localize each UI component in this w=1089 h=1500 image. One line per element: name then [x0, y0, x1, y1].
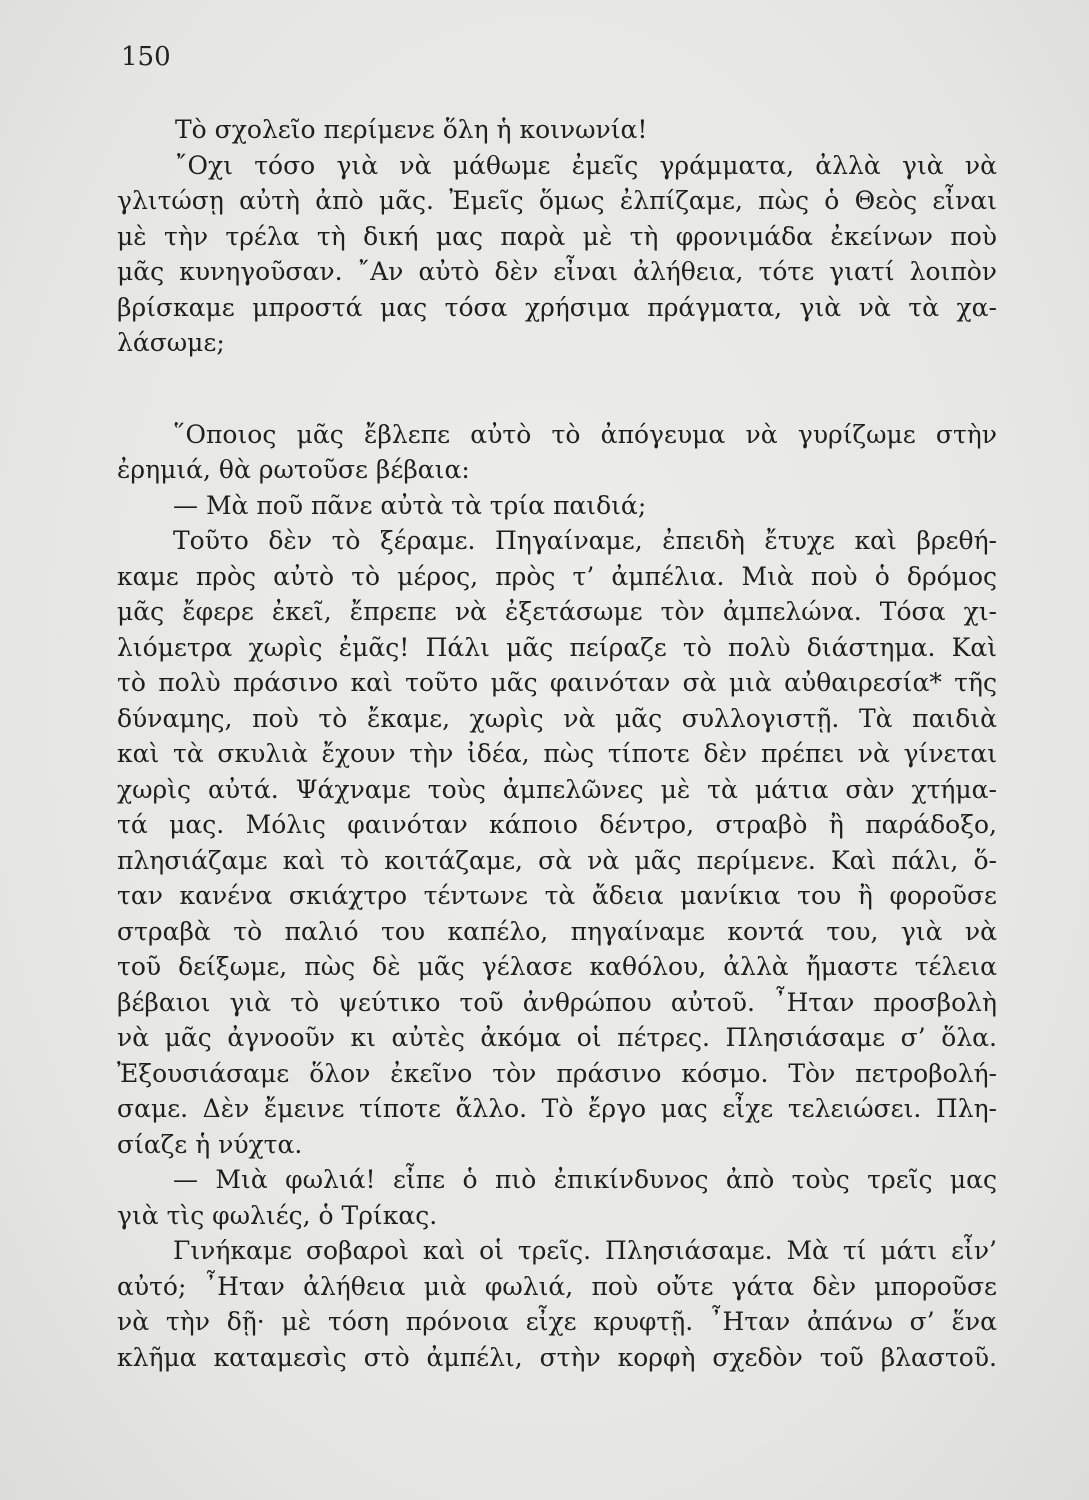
text-line: στραβὰ τὸ παλιό του καπέλο, πηγαίναμε κοντά του, γιὰ νὰ: [117, 916, 997, 946]
paragraph-2: [117, 417, 997, 1376]
body-text: [117, 112, 997, 1375]
text-line: πλησιάζαμε καὶ τὸ κοιτάζαμε, σὰ νὰ μᾶς περίμενε. Καὶ πάλι, ὅ-: [117, 845, 997, 875]
text-line: μᾶς ἔφερε ἐκεῖ, ἔπρεπε νὰ ἐξετάσωμε τὸν ἀμπελώνα. Τόσα χι-: [117, 597, 997, 626]
text-line: καμε πρὸς αὐτὸ τὸ μέρος, πρὸς τ’ ἀμπέλια. Μιὰ ποὺ ὁ δρόμος: [117, 561, 997, 591]
text-line: αὐτό; ῏Ηταν ἀλήθεια μιὰ φωλιά, ποὺ οὔτε γάτα δὲν μποροῦσε: [117, 1271, 997, 1301]
paragraph-1: [117, 112, 997, 361]
text-line: Τὸ σχολεῖο περίμενε ὅλη ἡ κοινωνία!: [175, 115, 648, 144]
text-line: τὸ πολὺ πράσινο καὶ τοῦτο μᾶς φαινόταν σὰ μιὰ αὐθαιρεσία* τῆς: [117, 668, 997, 697]
text-line: γιὰ τὶς φωλιές, ὁ Τρίκας.: [117, 1200, 438, 1230]
text-line: μᾶς κυνηγοῦσαν. ῎Αν αὐτὸ δὲν εἶναι ἀλήθεια, τότε γιατί λοιπὸν: [117, 257, 997, 286]
text-line: ῎Οχι τόσο γιὰ νὰ μάθωμε ἐμεῖς γράμματα, ἀλλὰ γιὰ νὰ: [175, 150, 997, 180]
text-line: Γινήκαμε σοβαροὶ καὶ οἱ τρεῖς. Πλησιάσαμε. Μὰ τί μάτι εἶν’: [173, 1236, 997, 1265]
paragraph-gap: [117, 361, 997, 417]
text-line: γλιτώσῃ αὐτὴ ἀπὸ μᾶς. Ἐμεῖς ὅμως ἐλπίζαμε, πὼς ὁ Θεὸς εἶναι: [117, 186, 997, 215]
text-line: λιόμετρα χωρὶς ἐμᾶς! Πάλι μᾶς πείραζε τὸ πολὺ διάστημα. Καὶ: [117, 632, 997, 662]
text-line: σαμε. Δὲν ἔμεινε τίποτε ἄλλο. Τὸ ἔργο μας εἶχε τελειώσει. Πλη-: [117, 1094, 997, 1123]
text-line: τά μας. Μόλις φαινόταν κάποιο δέντρο, στραβὸ ἢ παράδοξο,: [117, 810, 997, 839]
text-line: Ἐξουσιάσαμε ὅλον ἐκεῖνο τὸν πράσινο κόσμο. Τὸν πετροβολή-: [117, 1058, 997, 1088]
text-line: βέβαιοι γιὰ τὸ ψεύτικο τοῦ ἀνθρώπου αὐτοῦ. ῏Ηταν προσβολὴ: [117, 987, 997, 1017]
text-line: νὰ τὴν δῇ· μὲ τόση πρόνοια εἶχε κρυφτῇ. ῏Ηταν ἀπάνω σ’ ἕνα: [117, 1307, 997, 1336]
text-line: χωρὶς αὐτά. Ψάχναμε τοὺς ἀμπελῶνες μὲ τὰ μάτια σὰν χτήμα-: [117, 774, 997, 804]
text-line: ῞Οποιος μᾶς ἔβλεπε αὐτὸ τὸ ἀπόγευμα νὰ γυρίζωμε στὴν: [173, 419, 997, 449]
text-line: Τοῦτο δὲν τὸ ξέραμε. Πηγαίναμε, ἐπειδὴ ἔτυχε καὶ βρεθή-: [173, 526, 997, 555]
text-line: — Μὰ ποῦ πᾶνε αὐτὰ τὰ τρία παιδιά;: [173, 490, 647, 520]
text-line: λάσωμε;: [117, 328, 225, 357]
text-line: κλῆμα καταμεσὶς στὸ ἀμπέλι, στὴν κορφὴ σχεδὸν τοῦ βλαστοῦ.: [117, 1342, 997, 1372]
text-line: καὶ τὰ σκυλιὰ ἔχουν τὴν ἰδέα, πὼς τίποτε δὲν πρέπει νὰ γίνεται: [117, 739, 997, 768]
text-line: τοῦ δείξωμε, πὼς δὲ μᾶς γέλασε καθόλου, ἀλλὰ ἤμαστε τέλεια: [117, 952, 997, 981]
text-line: δύναμης, ποὺ τὸ ἔκαμε, χωρὶς νὰ μᾶς συλλογιστῇ. Τὰ παιδιὰ: [117, 703, 997, 733]
text-line: σίαζε ἡ νύχτα.: [117, 1129, 303, 1159]
text-line: μὲ τὴν τρέλα τὴ δική μας παρὰ μὲ τὴ φρονιμάδα ἐκείνων ποὺ: [117, 221, 997, 251]
text-line: νὰ μᾶς ἀγνοοῦν κι αὐτὲς ἀκόμα οἱ πέτρες. Πλησιάσαμε σ’ ὅλα.: [117, 1023, 997, 1052]
text-line: βρίσκαμε μπροστά μας τόσα χρήσιμα πράγματα, γιὰ νὰ τὰ χα-: [117, 292, 997, 322]
text-line: ἐρημιά, θὰ ρωτοῦσε βέβαια:: [117, 455, 470, 484]
text-line: ταν κανένα σκιάχτρο τέντωνε τὰ ἄδεια μανίκια του ἢ φοροῦσε: [117, 881, 997, 910]
text-line: — Μιὰ φωλιά! εἶπε ὁ πιὸ ἐπικίνδυνος ἀπὸ τοὺς τρεῖς μας: [173, 1165, 997, 1194]
page-number: 150: [121, 42, 171, 72]
